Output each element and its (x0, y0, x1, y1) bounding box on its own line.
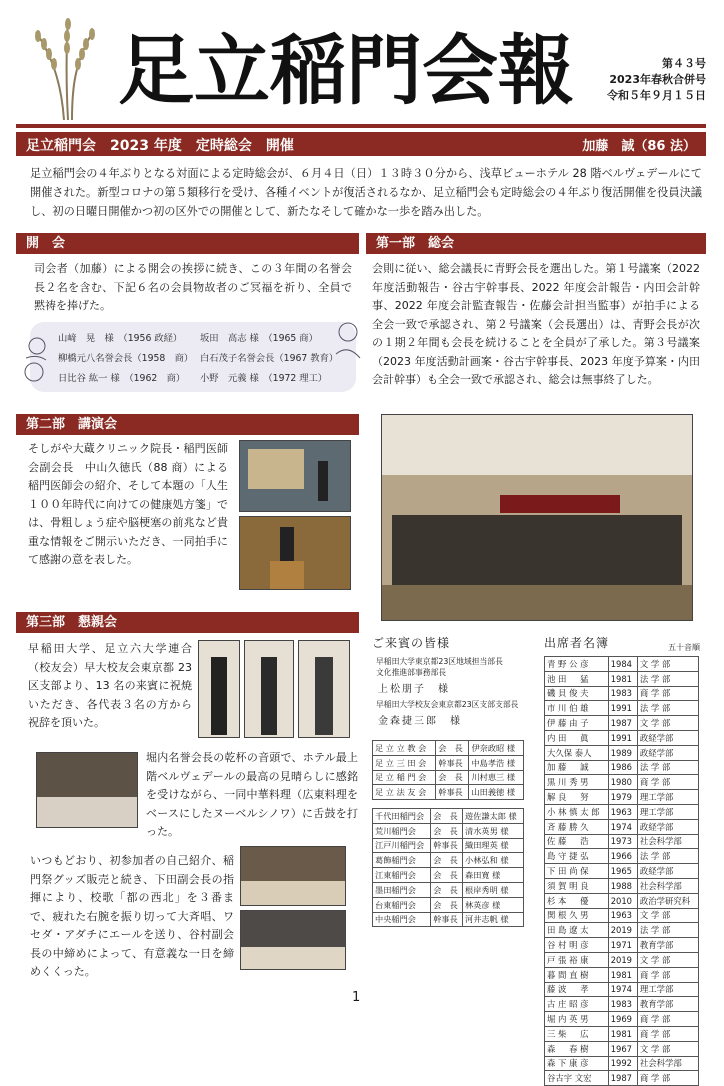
table-row (545, 671, 699, 686)
name-cell: 内 田 眞 (545, 730, 609, 745)
faculty-cell: 教育学部 (637, 938, 698, 953)
table-row (545, 686, 699, 701)
name-cell: 佐 藤 浩 (545, 834, 609, 849)
memorial-name: 小野 元義 様 （1972 理工） (200, 373, 328, 384)
name-cell: 谷 村 明 彦 (545, 938, 609, 953)
name-cell: 遊佐謙太郎 様 (463, 809, 524, 824)
org-cell: 足 立 稲 門 会 (373, 770, 436, 785)
memorial-name: 坂田 高志 様 （1965 商） (200, 333, 318, 344)
section-part1-title: 第一部 総会 (366, 233, 706, 254)
faculty-cell: 法 学 部 (637, 760, 698, 775)
name-cell: 小林弘和 様 (463, 853, 524, 868)
year-cell: 1965 (608, 864, 637, 879)
year-cell: 1991 (608, 730, 637, 745)
table-row (545, 1026, 699, 1041)
table-row (545, 952, 699, 967)
role-cell: 幹事長 (436, 755, 469, 770)
faculty-cell: 理工学部 (637, 982, 698, 997)
year-cell: 1963 (608, 804, 637, 819)
year-cell: 1963 (608, 908, 637, 923)
faculty-cell: 商 学 部 (637, 775, 698, 790)
faculty-cell: 社会科学部 (637, 1056, 698, 1071)
faculty-cell: 法 学 部 (637, 923, 698, 938)
party-photo (240, 846, 346, 906)
year-cell: 1992 (608, 1056, 637, 1071)
name-cell: 須 賀 明 良 (545, 878, 609, 893)
name-cell: 河井志帆 様 (463, 912, 524, 927)
table-row (545, 1012, 699, 1027)
table-row (545, 1041, 699, 1056)
year-cell: 1987 (608, 1071, 637, 1086)
role-cell: 会 長 (431, 897, 463, 912)
guest-title: 文化推進部事務部長 (376, 668, 447, 677)
issue-date: 令和５年９月１５日 (607, 89, 706, 102)
section-part2-body: そしがや大蔵クリニック院長・稲門医師会副会長 中山久徳氏（88 商）による稲門医師会の紹介、そして本題の「人生１００年時代に向けての健康処方箋」では、骨粗しょう症や脳梗塞の前兆など貴重な情報をご開示いただき、一同拍手にて感謝の意を表した。 (28, 442, 228, 566)
table-row (545, 878, 699, 893)
year-cell: 1973 (608, 834, 637, 849)
table-row (545, 701, 699, 716)
table-row (373, 853, 524, 868)
table-row (545, 657, 699, 672)
toast-photo (36, 752, 138, 828)
section-opening-title: 開 会 (16, 233, 359, 254)
name-cell: 暮 間 直 樹 (545, 967, 609, 982)
name-cell: 加 藤 誠 (545, 760, 609, 775)
year-cell: 1974 (608, 982, 637, 997)
faculty-cell: 社会科学部 (637, 834, 698, 849)
year-cell: 1991 (608, 701, 637, 716)
name-cell: 古 庄 昭 彦 (545, 997, 609, 1012)
table-row (373, 882, 524, 897)
party-photo (240, 910, 346, 970)
guest-table-1 (372, 740, 524, 800)
section-part3-para1: 早稲田大学、足立六大学連合（校友会）早大校友会東京都 23 区支部より、13 名の来賓に祝焼いただき、各代表３名の方から祝辞を頂いた。 (28, 642, 192, 729)
faculty-cell: 法 学 部 (637, 849, 698, 864)
faculty-cell: 商 学 部 (637, 1071, 698, 1086)
org-cell: 足 立 法 友 会 (373, 785, 436, 800)
issue-info (607, 56, 706, 104)
faculty-cell: 政経学部 (637, 745, 698, 760)
table-row (373, 741, 524, 756)
faculty-cell: 法 学 部 (637, 671, 698, 686)
memorial-box (30, 322, 356, 392)
divider (16, 124, 706, 128)
attendees-title: 出席者名簿 (544, 636, 610, 650)
year-cell: 1969 (608, 1012, 637, 1027)
table-row (373, 897, 524, 912)
attendee-table (544, 656, 699, 1086)
memorial-name: 日比谷 紘一 様 （1962 商） (58, 373, 186, 384)
role-cell: 会 長 (431, 809, 463, 824)
year-cell: 1983 (608, 686, 637, 701)
speaker-photo (298, 640, 350, 738)
faculty-cell: 政経学部 (637, 864, 698, 879)
faculty-cell: 文 学 部 (637, 952, 698, 967)
group-photo (381, 414, 693, 621)
org-cell: 葛飾稲門会 (373, 853, 431, 868)
faculty-cell: 理工学部 (637, 790, 698, 805)
year-cell: 1987 (608, 716, 637, 731)
table-row (545, 1071, 699, 1086)
year-cell: 1986 (608, 760, 637, 775)
org-cell: 足 立 立 教 会 (373, 741, 436, 756)
name-cell: 山田義徳 様 (469, 785, 524, 800)
name-cell: 関 根 久 男 (545, 908, 609, 923)
name-cell: 大久保 泰人 (545, 745, 609, 760)
guest-name: 金森捷三郎 様 (378, 716, 462, 727)
name-cell: 青 野 公 彦 (545, 657, 609, 672)
faculty-cell: 商 学 部 (637, 1012, 698, 1027)
name-cell: 伊奈政昭 様 (469, 741, 524, 756)
name-cell: 川村恵三 様 (469, 770, 524, 785)
name-cell: 三 柴 広 (545, 1026, 609, 1041)
role-cell: 幹事長 (436, 785, 469, 800)
role-cell: 会 長 (431, 868, 463, 883)
name-cell: 根岸秀明 様 (463, 882, 524, 897)
name-cell: 織田理英 様 (463, 838, 524, 853)
faculty-cell: 商 学 部 (637, 967, 698, 982)
table-row (545, 849, 699, 864)
section-part2-title: 第二部 講演会 (16, 414, 359, 435)
memorial-name: 柳橋元八名誉会長（1958 商） (58, 353, 194, 364)
guest-title: 早稲田大学東京都23区地域担当部長 (376, 657, 503, 666)
name-cell: 池 田 猛 (545, 671, 609, 686)
memorial-name: 白石茂子名誉会長（1967 教育） (200, 353, 339, 364)
faculty-cell: 商 学 部 (637, 686, 698, 701)
name-cell: 森 春 樹 (545, 1041, 609, 1056)
table-row (373, 785, 524, 800)
lead-paragraph: 足立稲門会の４年ぶりとなる対面による定時総会が、６月４日（日）１３時３０分から、浅草ビューホテル 28 階ベルヴェデールにて開催された。新型コロナの第５類移行を受け、各種イベントが復活されるなか、足立稲門会も定時総会の４年ぶり復活開催を役員決議し、初の日曜日開催かつ初の区外での開催として、新たなそして確かな一歩を踏み出した。 (30, 167, 702, 218)
faculty-cell: 商 学 部 (637, 1026, 698, 1041)
org-cell: 江戸川稲門会 (373, 838, 431, 853)
name-cell: 解 良 努 (545, 790, 609, 805)
table-row (545, 790, 699, 805)
year-cell: 1966 (608, 849, 637, 864)
name-cell: 谷古宇 文宏 (545, 1071, 609, 1086)
table-row (373, 770, 524, 785)
table-row (545, 804, 699, 819)
name-cell: 清水英男 様 (463, 823, 524, 838)
guest-name: 上松朋子 様 (378, 684, 450, 695)
name-cell: 森 下 康 彦 (545, 1056, 609, 1071)
table-row (545, 716, 699, 731)
name-cell: 市 川 伯 雄 (545, 701, 609, 716)
name-cell: 戸 張 裕 康 (545, 952, 609, 967)
name-cell: 森田寛 様 (463, 868, 524, 883)
name-cell: 中島孝浩 様 (469, 755, 524, 770)
year-cell: 1981 (608, 671, 637, 686)
year-cell: 1988 (608, 878, 637, 893)
role-cell: 会 長 (436, 741, 469, 756)
table-row (545, 997, 699, 1012)
flower-icon (22, 328, 52, 390)
table-row (545, 745, 699, 760)
guest-title: 早稲田大学校友会東京都23区支部支部長 (376, 700, 519, 709)
table-row (545, 893, 699, 908)
table-row (373, 912, 524, 927)
name-cell: 島 守 捷 弘 (545, 849, 609, 864)
year-cell: 1983 (608, 997, 637, 1012)
role-cell: 会 長 (431, 823, 463, 838)
table-row (545, 938, 699, 953)
name-cell: 斉 藤 勝 久 (545, 819, 609, 834)
org-cell: 墨田稲門会 (373, 882, 431, 897)
faculty-cell: 政経学部 (637, 819, 698, 834)
faculty-cell: 社会科学部 (637, 878, 698, 893)
org-cell: 千代田稲門会 (373, 809, 431, 824)
role-cell: 会 長 (431, 882, 463, 897)
role-cell: 会 長 (436, 770, 469, 785)
headline-title: 足立稲門会 2023 年度 定時総会 開催 (26, 138, 294, 154)
speaker-photo (244, 640, 294, 738)
table-row (545, 834, 699, 849)
name-cell: 黒 川 秀 男 (545, 775, 609, 790)
year-cell: 1974 (608, 819, 637, 834)
year-cell: 2019 (608, 923, 637, 938)
org-cell: 荒川稲門会 (373, 823, 431, 838)
guest-table-2 (372, 808, 524, 927)
table-row (373, 868, 524, 883)
year-cell: 1981 (608, 1026, 637, 1041)
name-cell: 堀 内 英 男 (545, 1012, 609, 1027)
year-cell: 1980 (608, 775, 637, 790)
speaker-photo (198, 640, 240, 738)
year-cell: 1981 (608, 967, 637, 982)
section-part3-para2: 堀内名誉会長の乾杯の音頭で、ホテル最上階ベルヴェデールの最高の見晴らしに感銘を受けながら、一同中華料理（広東料理をベースにしたヌーベルシノワ）に舌鼓を打った。 (146, 751, 358, 838)
name-cell: 伊 藤 由 子 (545, 716, 609, 731)
section-part1-body: 会則に従い、総会議長に青野会長を選出した。第１号議案（2022 年度活動報告・谷古宇幹事長、2022 年度会計報告・内田会計幹事、2022 年度会計監査報告・佐藤会計担当監事）が拍手による全会一致で承認され、第２号議案（会長選出）は、青野会長が次の１期２年間も会長を続けることを全員が了承した。第３号議案（2023 年度活動計画案・谷古宇幹事長、2023 年度予算案・内田会計幹事）も全会一致で承認され、総会は無事終了した。 (372, 262, 700, 386)
table-row (545, 982, 699, 997)
table-row (545, 819, 699, 834)
table-row (545, 775, 699, 790)
faculty-cell: 文 学 部 (637, 1041, 698, 1056)
name-cell: 杉 本 優 (545, 893, 609, 908)
org-cell: 足 立 三 田 会 (373, 755, 436, 770)
table-row (545, 760, 699, 775)
name-cell: 磯 貝 俊 夫 (545, 686, 609, 701)
org-cell: 江東稲門会 (373, 868, 431, 883)
name-cell: 下 田 尚 保 (545, 864, 609, 879)
year-cell: 2019 (608, 952, 637, 967)
faculty-cell: 政経学部 (637, 730, 698, 745)
attendees-note: 五十音順 (668, 643, 700, 652)
name-cell: 林英彦 様 (463, 897, 524, 912)
section-part3-para3: いつもどおり、初参加者の自己紹介、稲門祭グッズ販売と続き、下田副会長の指揮により、校歌「都の西北」を３番まで、疲れた右腕を振り切って大斉唱、ワセダ・アダチにエールを送り、谷村副会長の中締めによって、有意義な一日を締めくくった。 (30, 854, 234, 978)
issue-number: 第４３号 (662, 57, 706, 70)
rice-stalk-logo (16, 12, 116, 120)
role-cell: 幹事長 (431, 912, 463, 927)
year-cell: 1984 (608, 657, 637, 672)
table-row (373, 823, 524, 838)
faculty-cell: 教育学部 (637, 997, 698, 1012)
year-cell: 1979 (608, 790, 637, 805)
name-cell: 田 島 遼 太 (545, 923, 609, 938)
table-row (545, 730, 699, 745)
faculty-cell: 文 学 部 (637, 716, 698, 731)
year-cell: 2010 (608, 893, 637, 908)
role-cell: 幹事長 (431, 838, 463, 853)
guests-title: ご来賓の皆様 (372, 636, 451, 650)
table-row (545, 967, 699, 982)
role-cell: 会 長 (431, 853, 463, 868)
faculty-cell: 理工学部 (637, 804, 698, 819)
faculty-cell: 文 学 部 (637, 657, 698, 672)
masthead-title: 足立稲門会報 (118, 26, 574, 115)
faculty-cell: 法 学 部 (637, 701, 698, 716)
year-cell: 1967 (608, 1041, 637, 1056)
year-cell: 1989 (608, 745, 637, 760)
table-row (545, 1056, 699, 1071)
lecture-photo (239, 440, 351, 512)
name-cell: 藤 波 孝 (545, 982, 609, 997)
table-row (545, 908, 699, 923)
table-row (545, 864, 699, 879)
org-cell: 台東稲門会 (373, 897, 431, 912)
org-cell: 中央稲門会 (373, 912, 431, 927)
year-cell: 1971 (608, 938, 637, 953)
table-row (545, 923, 699, 938)
table-row (373, 755, 524, 770)
issue-season: 2023年春秋合併号 (609, 73, 706, 86)
name-cell: 小 林 慎 太 郎 (545, 804, 609, 819)
faculty-cell: 政治学研究科 (637, 893, 698, 908)
faculty-cell: 文 学 部 (637, 908, 698, 923)
section-part3-title: 第三部 懇親会 (16, 612, 359, 633)
section-opening-body: 司会者（加藤）による開会の挨拶に続き、この３年間の名誉会長２名を含む、下記６名の会員物故者のご冥福を祈り、全員で黙祷を捧げた。 (34, 262, 352, 312)
headline-bar (16, 132, 706, 156)
headline-author: 加藤 誠（86 法） (582, 139, 696, 154)
page-number: 1 (352, 990, 361, 1005)
table-row (373, 838, 524, 853)
lecture-photo (239, 516, 351, 590)
table-row (373, 809, 524, 824)
memorial-name: 山﨑 晃 様 （1956 政経） (58, 333, 183, 344)
